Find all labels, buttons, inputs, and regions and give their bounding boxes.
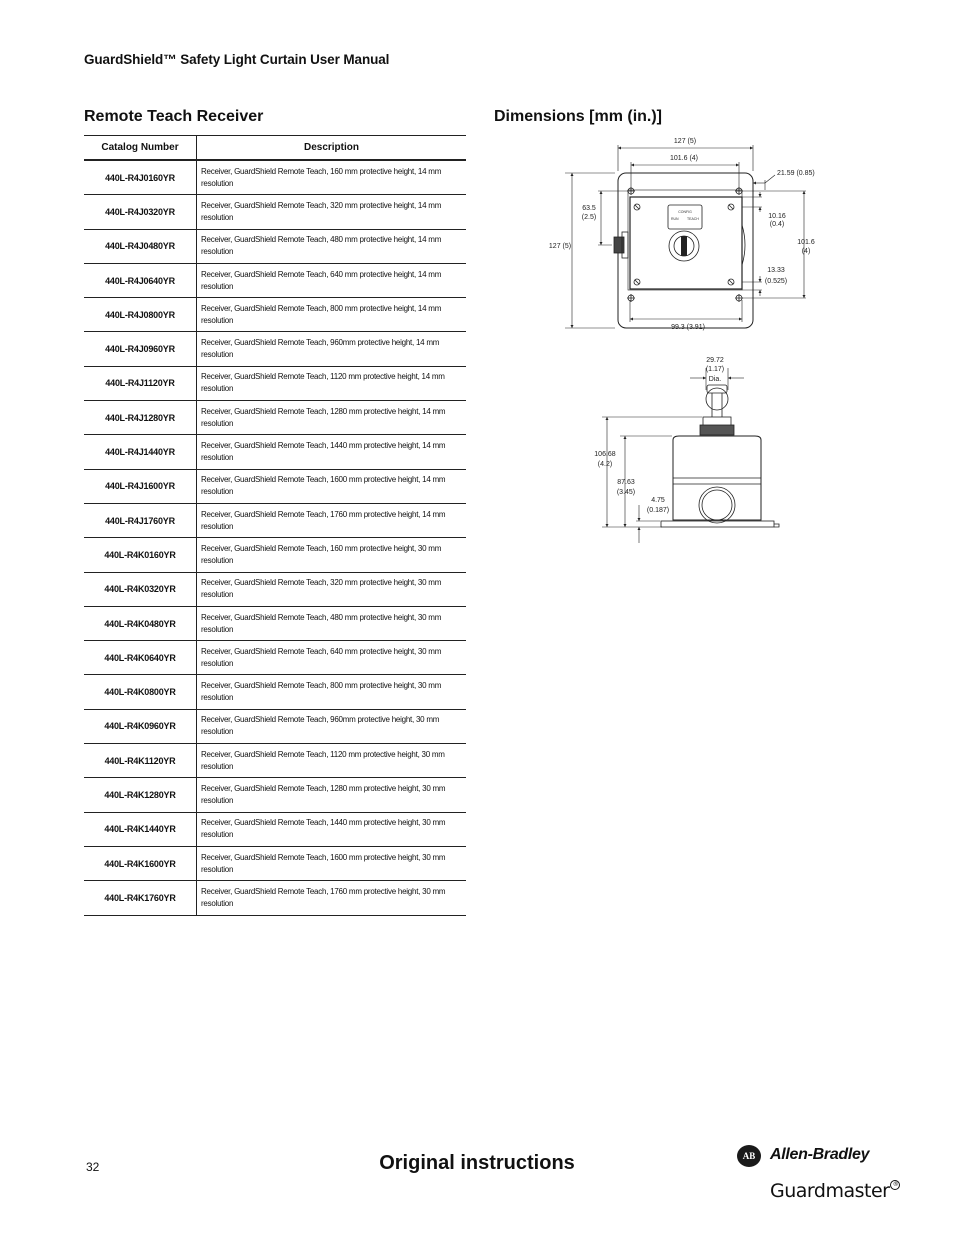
table-row xyxy=(84,332,466,366)
table-row xyxy=(84,881,466,915)
table-row xyxy=(84,503,466,537)
catalog-number-cell: 440L-R4K0160YR xyxy=(84,538,197,572)
table-row xyxy=(84,298,466,332)
description-cell: Receiver, GuardShield Remote Teach, 1440 mm protective height, 14 mm resolution xyxy=(197,435,467,469)
description-cell: Receiver, GuardShield Remote Teach, 320 mm protective height, 14 mm resolution xyxy=(197,195,467,229)
table-row xyxy=(84,744,466,778)
switch-label-run: RUN xyxy=(671,217,679,221)
description-cell: Receiver, GuardShield Remote Teach, 1120 mm protective height, 14 mm resolution xyxy=(197,366,467,400)
catalog-number-cell: 440L-R4J1120YR xyxy=(84,366,197,400)
description-cell: Receiver, GuardShield Remote Teach, 320 mm protective height, 30 mm resolution xyxy=(197,572,467,606)
description-cell: Receiver, GuardShield Remote Teach, 960mm protective height, 14 mm resolution xyxy=(197,332,467,366)
dimensions-heading: Dimensions [mm (in.)] xyxy=(494,108,663,125)
description-cell: Receiver, GuardShield Remote Teach, 1600 mm protective height, 14 mm resolution xyxy=(197,469,467,503)
dim-key-diameter-in: (1.17) xyxy=(705,366,725,373)
dim-offset-b: 13.33 xyxy=(767,267,785,274)
dim-overall-height: 127 (5) xyxy=(548,243,572,250)
side-view-drawing xyxy=(661,385,779,527)
table-row xyxy=(84,606,466,640)
dim-offset-a-in: (0.4) xyxy=(769,221,785,228)
catalog-number-cell: 440L-R4K0800YR xyxy=(84,675,197,709)
catalog-number-cell: 440L-R4J0640YR xyxy=(84,263,197,297)
description-cell: Receiver, GuardShield Remote Teach, 800 mm protective height, 14 mm resolution xyxy=(197,298,467,332)
guardmaster-wordmark: Guardmaster xyxy=(770,1180,890,1202)
dim-edge-offset: 21.59 (0.85) xyxy=(777,170,815,177)
dim-side-height: 63.5 xyxy=(582,205,596,212)
table-row xyxy=(84,401,466,435)
description-cell: Receiver, GuardShield Remote Teach, 1760 mm protective height, 30 mm resolution xyxy=(197,881,467,915)
table-header-row xyxy=(84,136,466,161)
column-header-catalog: Catalog Number xyxy=(84,136,197,161)
ab-logo-icon: AB xyxy=(737,1145,761,1167)
description-cell: Receiver, GuardShield Remote Teach, 480 mm protective height, 30 mm resolution xyxy=(197,606,467,640)
description-cell: Receiver, GuardShield Remote Teach, 1120 mm protective height, 30 mm resolution xyxy=(197,744,467,778)
page-number: 32 xyxy=(86,1160,100,1174)
table-row xyxy=(84,263,466,297)
catalog-number-cell: 440L-R4K0480YR xyxy=(84,606,197,640)
guardmaster-brand xyxy=(770,1180,900,1202)
catalog-number-cell: 440L-R4J0480YR xyxy=(84,229,197,263)
catalog-number-cell: 440L-R4J1600YR xyxy=(84,469,197,503)
dim-body-width: 99.3 (3.91) xyxy=(671,324,705,331)
description-cell: Receiver, GuardShield Remote Teach, 160 mm protective height, 14 mm resolution xyxy=(197,160,467,195)
allen-bradley-brand: Allen-Bradley xyxy=(770,1146,870,1163)
catalog-number-cell: 440L-R4K0320YR xyxy=(84,572,197,606)
catalog-table xyxy=(84,135,466,916)
description-cell: Receiver, GuardShield Remote Teach, 640 mm protective height, 30 mm resolution xyxy=(197,641,467,675)
catalog-number-cell: 440L-R4J0960YR xyxy=(84,332,197,366)
table-row xyxy=(84,160,466,195)
manual-title: GuardShield™ Safety Light Curtain User Manual xyxy=(84,52,390,67)
description-cell: Receiver, GuardShield Remote Teach, 640 mm protective height, 14 mm resolution xyxy=(197,263,467,297)
catalog-number-cell: 440L-R4J1440YR xyxy=(84,435,197,469)
dim-hole-spacing-width: 101.6 (4) xyxy=(669,155,699,162)
dim-side-height-in: (2.5) xyxy=(581,214,597,221)
dim-offset-b-in: (0.525) xyxy=(764,278,788,285)
dim-hole-spacing-height: 101.6 xyxy=(797,239,815,246)
description-cell: Receiver, GuardShield Remote Teach, 1760 mm protective height, 14 mm resolution xyxy=(197,503,467,537)
table-row xyxy=(84,572,466,606)
catalog-number-cell: 440L-R4K1760YR xyxy=(84,881,197,915)
table-row xyxy=(84,846,466,880)
dim-base-thickness-in: (0.187) xyxy=(646,507,670,514)
dim-key-diameter-suffix: Dia. xyxy=(708,376,722,383)
registered-mark-icon: ® xyxy=(890,1180,900,1190)
catalog-number-cell: 440L-R4J0160YR xyxy=(84,160,197,195)
dim-body-height-in: (3.45) xyxy=(616,489,636,496)
dim-total-height-in: (4.2) xyxy=(597,461,613,468)
table-row xyxy=(84,229,466,263)
switch-label-config: CONFIG xyxy=(678,210,692,214)
table-row xyxy=(84,366,466,400)
catalog-number-cell: 440L-R4K1120YR xyxy=(84,744,197,778)
catalog-number-cell: 440L-R4K1600YR xyxy=(84,846,197,880)
dim-key-diameter: 29.72 xyxy=(706,357,724,364)
catalog-number-cell: 440L-R4J1760YR xyxy=(84,503,197,537)
catalog-number-cell: 440L-R4J0320YR xyxy=(84,195,197,229)
remote-teach-receiver-heading: Remote Teach Receiver xyxy=(84,108,264,125)
description-cell: Receiver, GuardShield Remote Teach, 480 mm protective height, 14 mm resolution xyxy=(197,229,467,263)
catalog-number-cell: 440L-R4J0800YR xyxy=(84,298,197,332)
catalog-number-cell: 440L-R4K0640YR xyxy=(84,641,197,675)
table-row xyxy=(84,709,466,743)
dim-overall-width: 127 (5) xyxy=(673,138,697,145)
dim-hole-spacing-height-in: (4) xyxy=(801,248,811,255)
dim-base-thickness: 4.75 xyxy=(651,497,665,504)
table-row xyxy=(84,195,466,229)
table-row xyxy=(84,675,466,709)
catalog-number-cell: 440L-R4K0960YR xyxy=(84,709,197,743)
table-row xyxy=(84,778,466,812)
catalog-number-cell: 440L-R4J1280YR xyxy=(84,401,197,435)
original-instructions-label: Original instructions xyxy=(379,1152,575,1174)
description-cell: Receiver, GuardShield Remote Teach, 160 mm protective height, 30 mm resolution xyxy=(197,538,467,572)
catalog-table-body xyxy=(84,160,466,915)
table-row xyxy=(84,469,466,503)
description-cell: Receiver, GuardShield Remote Teach, 1280 mm protective height, 14 mm resolution xyxy=(197,401,467,435)
table-row xyxy=(84,641,466,675)
catalog-number-cell: 440L-R4K1280YR xyxy=(84,778,197,812)
top-view-drawing xyxy=(614,173,753,328)
dim-body-height: 87.63 xyxy=(617,479,635,486)
description-cell: Receiver, GuardShield Remote Teach, 960mm protective height, 30 mm resolution xyxy=(197,709,467,743)
table-row xyxy=(84,538,466,572)
column-header-description: Description xyxy=(197,136,467,161)
description-cell: Receiver, GuardShield Remote Teach, 1440 mm protective height, 30 mm resolution xyxy=(197,812,467,846)
table-row xyxy=(84,812,466,846)
description-cell: Receiver, GuardShield Remote Teach, 1600 mm protective height, 30 mm resolution xyxy=(197,846,467,880)
switch-label-teach: TEACH xyxy=(687,217,699,221)
table-row xyxy=(84,435,466,469)
dim-offset-a: 10.16 xyxy=(768,213,786,220)
description-cell: Receiver, GuardShield Remote Teach, 800 mm protective height, 30 mm resolution xyxy=(197,675,467,709)
catalog-number-cell: 440L-R4K1440YR xyxy=(84,812,197,846)
description-cell: Receiver, GuardShield Remote Teach, 1280 mm protective height, 30 mm resolution xyxy=(197,778,467,812)
dimensions-diagram xyxy=(540,130,840,550)
dim-total-height: 106.68 xyxy=(594,451,616,458)
